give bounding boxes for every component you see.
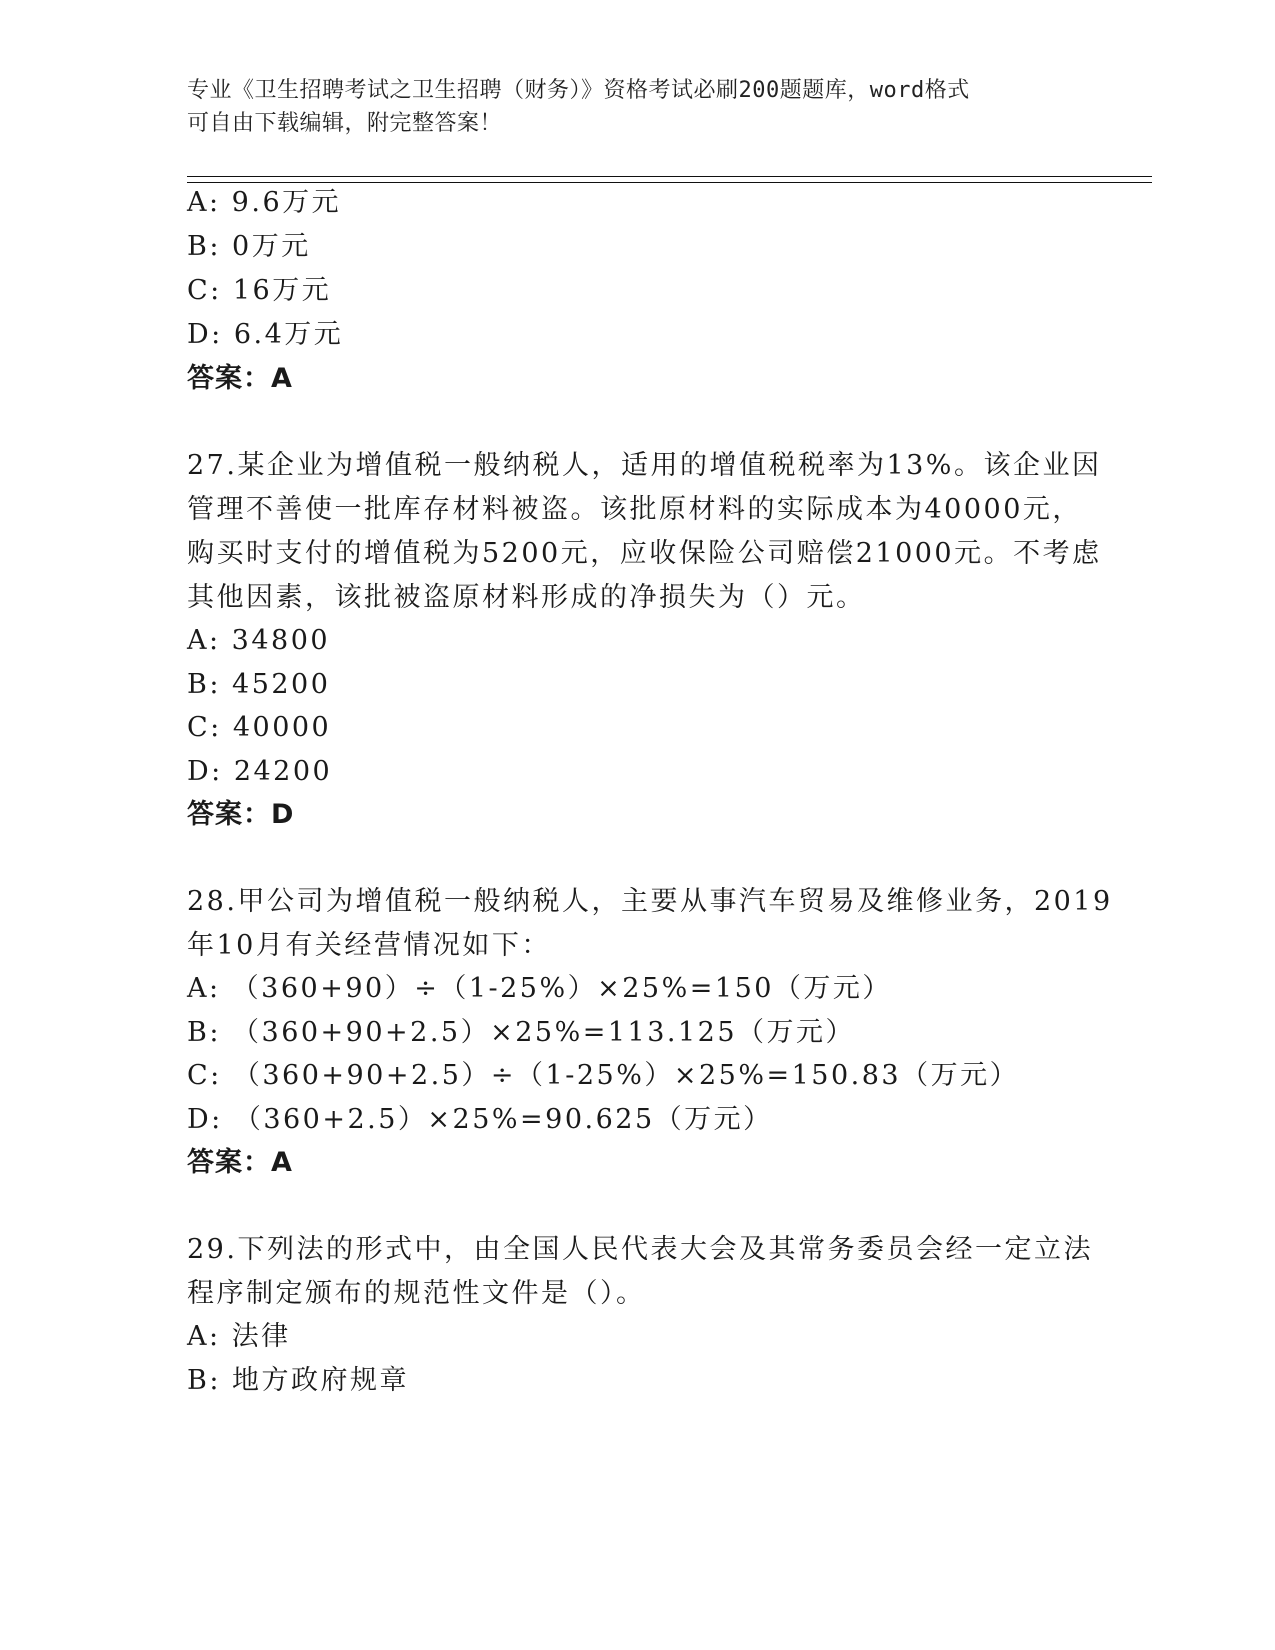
q29-stem-line-2: 程序制定颁布的规范性文件是（）。 bbox=[187, 1278, 646, 1309]
q28-answer: 答案：A bbox=[187, 1147, 293, 1178]
q28-stem-line-2: 年10月有关经营情况如下： bbox=[187, 930, 551, 961]
q29-stem-line-1: 29.下列法的形式中，由全国人民代表大会及其常务委员会经一定立法 bbox=[187, 1234, 1093, 1265]
q27-stem-line-2: 管理不善使一批库存材料被盗。该批原材料的实际成本为40000元， bbox=[187, 494, 1082, 525]
header-divider-top bbox=[187, 176, 1152, 177]
q29-option-b: B: 地方政府规章 bbox=[187, 1365, 410, 1396]
q28-option-a: A: （360+90）÷（1-25%）×25%=150（万元） bbox=[187, 973, 892, 1004]
header-divider-bottom bbox=[187, 182, 1152, 183]
q26-answer: 答案：A bbox=[187, 363, 293, 394]
q27-stem-line-1: 27.某企业为增值税一般纳税人，适用的增值税税率为13%。该企业因 bbox=[187, 450, 1102, 481]
header-title-line-2: 可自由下载编辑，附完整答案！ bbox=[187, 111, 503, 136]
q26-option-a: A: 9.6万元 bbox=[187, 187, 342, 218]
q27-option-d: D: 24200 bbox=[187, 756, 333, 787]
q27-option-b: B: 45200 bbox=[187, 669, 331, 700]
q27-answer: 答案：D bbox=[187, 799, 295, 830]
q27-option-c: C: 40000 bbox=[187, 712, 332, 743]
q26-option-c: C: 16万元 bbox=[187, 275, 332, 306]
q27-option-a: A: 34800 bbox=[187, 625, 331, 656]
q29-option-a: A: 法律 bbox=[187, 1321, 291, 1352]
q26-option-d: D: 6.4万元 bbox=[187, 319, 344, 350]
q28-option-c: C: （360+90+2.5）÷（1-25%）×25%=150.83（万元） bbox=[187, 1060, 1020, 1091]
q28-stem-line-1: 28.甲公司为增值税一般纳税人，主要从事汽车贸易及维修业务，2019 bbox=[187, 886, 1113, 917]
header-title-line-1: 专业《卫生招聘考试之卫生招聘（财务）》资格考试必刷200题题库，word格式 bbox=[187, 78, 970, 103]
q28-option-b: B: （360+90+2.5）×25%=113.125（万元） bbox=[187, 1017, 856, 1048]
q26-option-b: B: 0万元 bbox=[187, 231, 311, 262]
q28-option-d: D: （360+2.5）×25%=90.625（万元） bbox=[187, 1104, 773, 1135]
document-header bbox=[187, 74, 1067, 140]
q27-stem-line-4: 其他因素，该批被盗原材料形成的净损失为（）元。 bbox=[187, 582, 866, 613]
q27-stem-line-3: 购买时支付的增值税为5200元，应收保险公司赔偿21000元。不考虑 bbox=[187, 538, 1102, 569]
